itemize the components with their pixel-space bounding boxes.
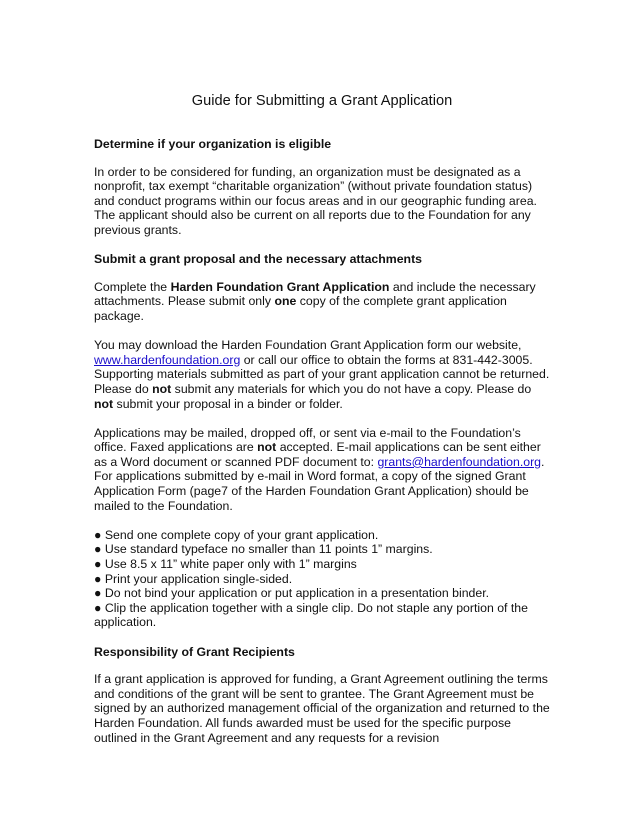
section-heading-submit-proposal: Submit a grant proposal and the necessary attachments (94, 252, 423, 267)
list-item: ● Send one complete copy of your grant application. (94, 527, 379, 542)
list-item: ● Clip the application together with a single clip. Do not staple any portion of the application. (94, 600, 528, 630)
list-item: ● Use 8.5 x 11” white paper only with 1” margins (94, 557, 357, 572)
text-run: . For applications submitted by e-mail in Word format, a copy of the signed Grant Application Form (page7 of the Harden Foundation Grant Application) should be mailed to the Foundation. (94, 454, 545, 513)
text-run: accepted. E-mail applications can be sent either as a Word document or scanned PDF document to: (94, 440, 541, 469)
submission-methods-paragraph (94, 426, 550, 514)
section-heading-eligibility: Determine if your organization is eligible (94, 137, 332, 151)
section-heading-responsibility: Responsibility of Grant Recipients (94, 644, 295, 659)
website-link[interactable]: www.hardenfoundation.org (94, 352, 241, 367)
list-item: ● Print your application single-sided. (94, 571, 293, 586)
bold-application-name: Harden Foundation Grant Application (170, 279, 390, 294)
requirements-list (94, 528, 550, 630)
text-run: or call our office to obtain the forms at 831-442-3005. Supporting materials submitted as part of your grant application cannot be returned. Please do (94, 352, 550, 396)
bold-not: not (94, 396, 114, 411)
email-link[interactable]: grants@hardenfoundation.org (377, 454, 542, 469)
responsibility-paragraph: If a grant application is approved for funding, a Grant Agreement outlining the terms and conditions of the grant will be sent to grantee. The Grant Agreement must be signed by an authorized management official of the organization and returned to the Harden Foundation. All funds awarded must be used for the specific purpose outlined in the Grant Agreement and any requests for a revision (94, 672, 550, 745)
text-run: and include the necessary attachments. Please submit only (94, 279, 536, 309)
text-run: Applications may be mailed, dropped off, or sent via e-mail to the Foundation’s office. Faxed applications are (94, 425, 521, 455)
document-title: Guide for Submitting a Grant Application (191, 93, 453, 109)
complete-application-paragraph (94, 280, 550, 324)
document-page (94, 92, 550, 760)
download-paragraph (94, 338, 550, 411)
text-run: copy of the complete grant application package. (94, 294, 507, 323)
list-item: ● Use standard typeface no smaller than 11 points 1” margins. (94, 542, 433, 557)
text-run: You may download the Harden Foundation Grant Application form our website, (94, 338, 522, 353)
text-run: submit your proposal in a binder or folder. (113, 396, 343, 411)
bold-not: not (257, 440, 277, 455)
eligibility-paragraph: In order to be considered for funding, an organization must be designated as a nonprofit, tax exempt “charitable organization” (without private foundation status) and conduct programs within our focus areas and in our geographic funding area. The applicant should also be current on all reports due to the Foundation for any previous grants. (94, 164, 537, 237)
bold-not: not (152, 381, 172, 396)
list-item: ● Do not bind your application or put application in a presentation binder. (94, 586, 490, 601)
text-run: submit any materials for which you do not have a copy. Please do (171, 381, 532, 396)
bold-one: one (274, 294, 297, 309)
text-run: Complete the (94, 279, 171, 294)
